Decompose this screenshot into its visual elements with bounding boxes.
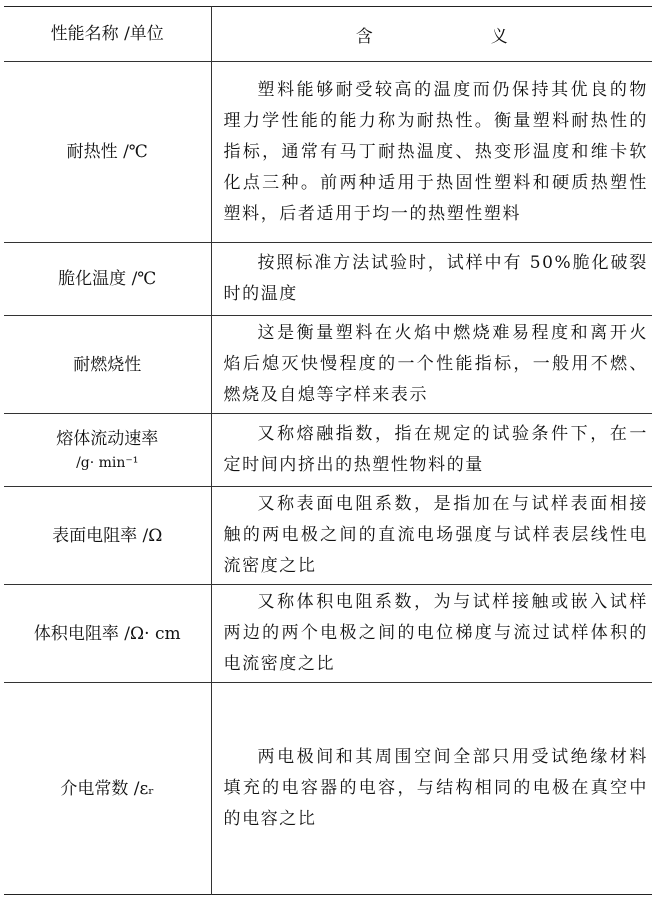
- header-meaning: [211, 7, 652, 62]
- property-description: 又称体积电阻系数，为与试样接触或嵌入试样两边的两个电极之间的电位梯度与流过试样体积的电流密度之比: [211, 585, 652, 683]
- property-name-cell: [4, 414, 211, 487]
- property-name: 耐热性 /℃: [4, 62, 211, 243]
- property-name: 表面电阻率 /Ω: [4, 487, 211, 585]
- table-header-row: [4, 7, 652, 62]
- property-name: 熔体流动速率: [56, 429, 159, 449]
- property-description: 这是衡量塑料在火焰中燃烧难易程度和离开火焰后熄灭快慢程度的一个性能指标，一般用不燃、燃烧及自熄等字样来表示: [211, 316, 652, 414]
- property-description: 塑料能够耐受较高的温度而仍保持其优良的物理力学性能的能力称为耐热性。衡量塑料耐热性的指标，通常有马丁耐热温度、热变形温度和维卡软化点三种。前两种适用于热固性塑料和硬质热塑性塑料，后者适用于均一的热塑性塑料: [211, 62, 652, 243]
- table-row: [4, 487, 652, 585]
- property-description: 按照标准方法试验时，试样中有 50%脆化破裂时的温度: [211, 243, 652, 316]
- property-name: 耐燃烧性: [4, 316, 211, 414]
- property-name: 体积电阻率 /Ω· cm: [4, 585, 211, 683]
- property-description: 两电极间和其周围空间全部只用受试绝缘材料填充的电容器的电容，与结构相同的电极在真空中的电容之比: [223, 747, 648, 829]
- table-row: [4, 585, 652, 683]
- properties-table: [4, 6, 652, 895]
- header-name-unit: 性能名称 /单位: [4, 7, 211, 62]
- table-row: [4, 414, 652, 487]
- property-name: 脆化温度 /℃: [4, 243, 211, 316]
- header-meaning-char-2: 义: [490, 26, 508, 47]
- property-unit: /g· min⁻¹: [76, 455, 139, 471]
- property-description: 又称熔融指数，指在规定的试验条件下，在一定时间内挤出的热塑性物料的量: [211, 414, 652, 487]
- property-name: 介电常数 /εᵣ: [4, 683, 211, 895]
- property-description: 又称表面电阻系数，是指加在与试样表面相接触的两电极之间的直流电场强度与试样表层线性电流密度之比: [211, 487, 652, 585]
- table-row: [4, 243, 652, 316]
- table-row: [4, 683, 652, 895]
- table-row: [4, 62, 652, 243]
- header-meaning-char-1: 含: [355, 26, 373, 47]
- table-row: [4, 316, 652, 414]
